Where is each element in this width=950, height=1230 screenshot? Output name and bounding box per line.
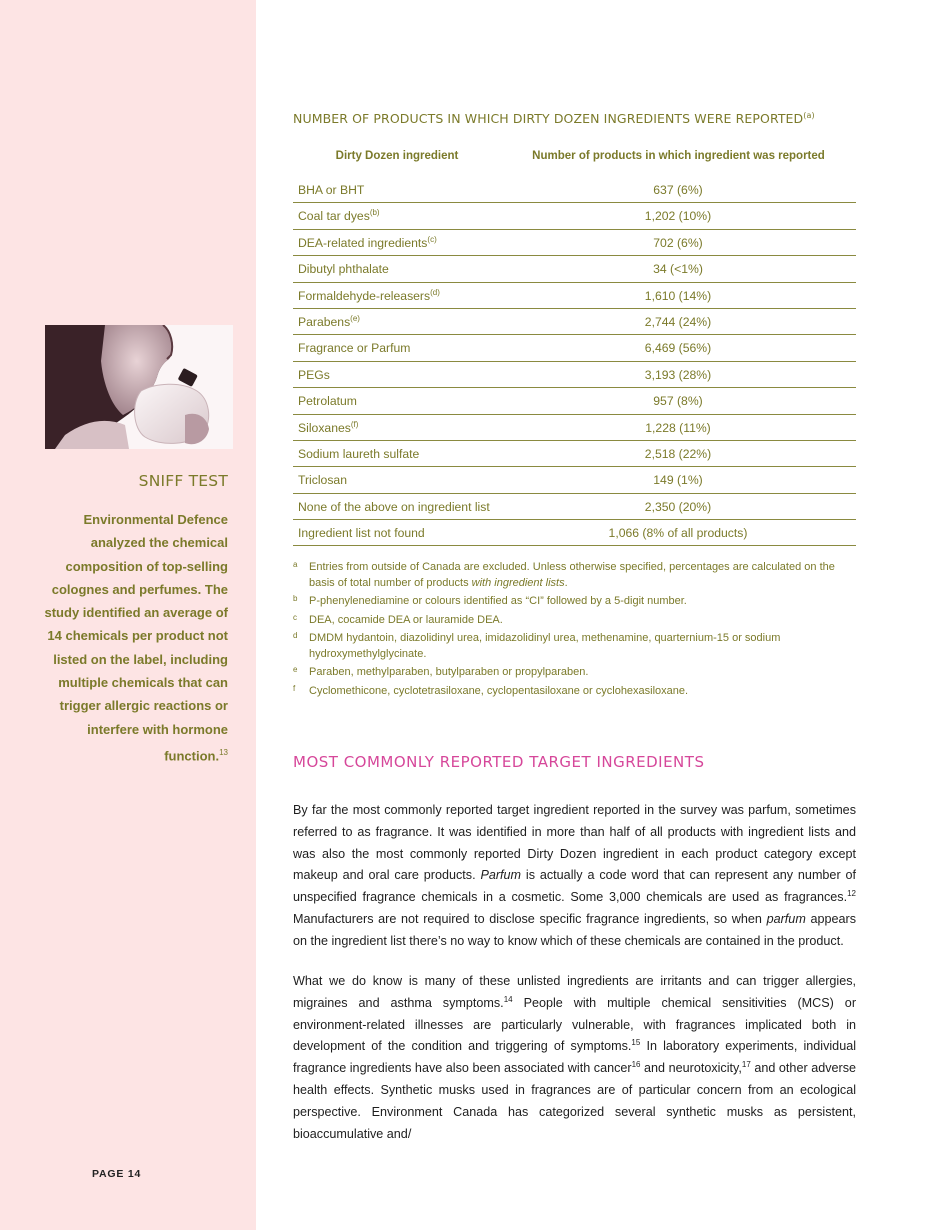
ingredient-name: Formaldehyde-releasers [298,288,431,303]
footnote-text: DEA, cocamide DEA or lauramide DEA. [309,613,503,626]
ingredient-name: Petrolatum [298,394,357,409]
sniff-test-ref: 13 [219,747,228,757]
paragraph-parfum [293,800,856,953]
reference-marker: 15 [631,1038,641,1048]
footnote-f [293,684,856,700]
paragraph-health-effects [293,971,856,1145]
footnote-text: DMDM hydantoin, diazolidinyl urea, imidazolidinyl urea, methenamine, quarternium-15 or sodium hydroxymethylglycinate. [309,632,781,660]
count-cell: 957 (8%) [653,394,703,409]
paragraph-emphasis: Parfum [480,868,522,883]
count-cell: 637 (6%) [653,183,703,197]
paragraph-text: and neurotoxicity, [644,1061,742,1076]
footnote-text: P-phenylenediamine or colours identified as “CI” followed by a 5-digit number. [309,595,687,607]
ingredient-note: (c) [427,234,437,244]
sniff-test-body [40,508,228,768]
table-row [293,283,856,309]
footnote-text: Entries from outside of Canada are excluded. Unless otherwise specified, percentages are calculated on the basis of total number of products [309,561,835,589]
ingredient-name: Fragrance or Parfum [298,341,411,356]
section-heading: MOST COMMONLY REPORTED TARGET INGREDIENTS [293,753,705,771]
ingredient-name: Triclosan [298,473,347,488]
count-cell: 34 (<1%) [653,262,703,277]
paragraph-emphasis: parfum [766,911,806,926]
paragraph-text: appears on the ingredient list there’s no way to know which of these chemicals are contained in the product. [293,911,857,948]
count-cell: 2,518 (22%) [644,446,712,461]
count-cell: 1,610 (14%) [644,288,712,303]
footnote-d [293,631,856,662]
ingredient-cell [298,526,425,540]
ingredient-cell [298,262,389,276]
footnote-letter: c [293,612,297,622]
ingredient-cell [298,473,347,487]
table-title-note: (a) [803,111,815,120]
count-cell: 1,066 (8% of all products) [608,526,748,541]
ingredient-note: (f) [350,419,359,429]
ingredient-cell [298,183,364,197]
col-header-ingredient: Dirty Dozen ingredient [335,150,459,162]
ingredient-name: Coal tar dyes [298,209,370,224]
paragraph-text: Manufacturers are not required to disclose specific fragrance ingredients, so when [293,911,762,926]
count-cell: 149 (1%) [653,473,703,488]
paragraph-text: In laboratory experiments, individual fragrance ingredients have also been associated with cancer [293,1039,856,1076]
ingredient-cell [298,209,380,223]
table-row [293,256,856,282]
footnote-emphasis: with ingredient lists [471,576,565,589]
table-title [293,111,856,126]
ingredient-name: Siloxanes [298,420,351,435]
ingredient-note: (b) [369,208,380,218]
ingredient-cell [298,289,440,303]
count-cell: 702 (6%) [653,235,703,250]
footnote-e [293,665,856,681]
table-row [293,520,856,546]
ingredient-name: PEGs [298,367,330,382]
ingredient-note: (e) [350,313,360,323]
table-row [293,309,856,335]
ingredient-cell [298,500,490,514]
footnote-letter: e [293,665,298,674]
ingredient-name: DEA-related ingredients [298,235,428,250]
page-number: PAGE 14 [92,1168,142,1180]
ingredient-name: Parabens [298,314,351,329]
table-row [293,441,856,467]
ingredient-table [293,177,856,546]
table-row [293,177,856,203]
table-row [293,335,856,361]
table-row [293,415,856,441]
ingredient-cell [298,315,360,329]
paragraph-text: What we do know is many of these unlisted ingredients are irritants and can trigger allergies, migraines and asthma symptoms. [293,974,856,1010]
footnote-b [293,594,856,610]
footnote-text: Paraben, methylparaben, butylparaben or propylparaben. [309,666,589,678]
footnote-text: Cyclomethicone, cyclotetrasiloxane, cyclopentasiloxane or cyclohexasiloxane. [309,684,689,697]
sidebar [0,0,256,1230]
ingredient-cell [298,341,410,355]
ingredient-cell [298,394,357,408]
ingredient-name: None of the above on ingredient list [298,499,490,514]
ingredient-note: (d) [430,287,440,297]
ingredient-name: Dibutyl phthalate [298,262,389,277]
paragraph-text: is actually a code word that can represent any number of unspecified fragrance chemicals in a cosmetic. Some 3,000 chemicals are used as fragrances. [293,868,857,905]
count-cell: 1,228 (11%) [645,420,711,435]
ingredient-name: Sodium laureth sulfate [298,446,420,461]
paragraph-text: People with multiple chemical sensitivities (MCS) or environment-related illnesses are particularly vulnerable, with fragrances implicated both in development of the condition and triggering of symptoms. [293,995,857,1054]
ingredient-name: BHA or BHT [298,183,365,197]
perfume-photo [45,325,233,449]
woman-with-perfume-image [45,325,233,449]
table-row [293,230,856,256]
table-row [293,467,856,493]
footnote-end: . [564,576,568,589]
count-cell: 6,469 (56%) [644,341,712,356]
count-cell: 3,193 (28%) [644,367,712,382]
count-cell: 1,202 (10%) [644,209,712,224]
table-row [293,362,856,388]
table-row [293,494,856,520]
footnotes [293,560,856,702]
count-cell: 2,744 (24%) [644,314,712,329]
footnote-c [293,613,856,629]
footnote-letter: f [293,683,296,693]
reference-marker: 17 [741,1060,751,1069]
ingredient-name: Ingredient list not found [298,526,425,541]
table-row [293,388,856,414]
reference-marker: 16 [631,1060,641,1069]
table-title-text: NUMBER OF PRODUCTS IN WHICH DIRTY DOZEN INGREDIENTS WERE REPORTED [293,111,804,126]
reference-marker: 14 [503,994,513,1004]
ingredient-cell [298,368,330,382]
paragraph-text: By far the most commonly reported target ingredient reported in the survey was parfum, sometimes referred to as fragrance. It was identified in more than half of all products with ingredient lists and was also the most commonly reported Dirty Dozen ingredient in each product category except makeup and oral care products. [293,803,856,883]
sniff-test-title: SNIFF TEST [138,472,228,490]
col-header-count: Number of products in which ingredient was reported [532,150,825,162]
table-header [293,150,856,170]
count-cell: 2,350 (20%) [644,499,712,514]
ingredient-cell [298,421,358,435]
footnote-letter: d [293,631,298,640]
table-row [293,203,856,229]
footnote-letter: a [293,560,298,569]
footnote-letter: b [293,594,298,603]
paragraph-text: and other adverse health effects. Synthetic musks used in fragrances are of particular concern from an ecological perspective. Environment Canada has categorized several synthetic musks as persistent, bioaccumulative and/ [293,1061,857,1141]
ingredient-cell [298,447,419,461]
sniff-test-text: Environmental Defence analyzed the chemical composition of top-selling colognes and perfumes. The study identified an average of 14 chemicals per product not listed on the label, including multiple chemicals that can trigger allergic reactions or interfere with hormone function. [44,512,228,764]
footnote-a [293,560,856,591]
reference-marker: 12 [847,889,856,898]
ingredient-cell [298,236,437,250]
